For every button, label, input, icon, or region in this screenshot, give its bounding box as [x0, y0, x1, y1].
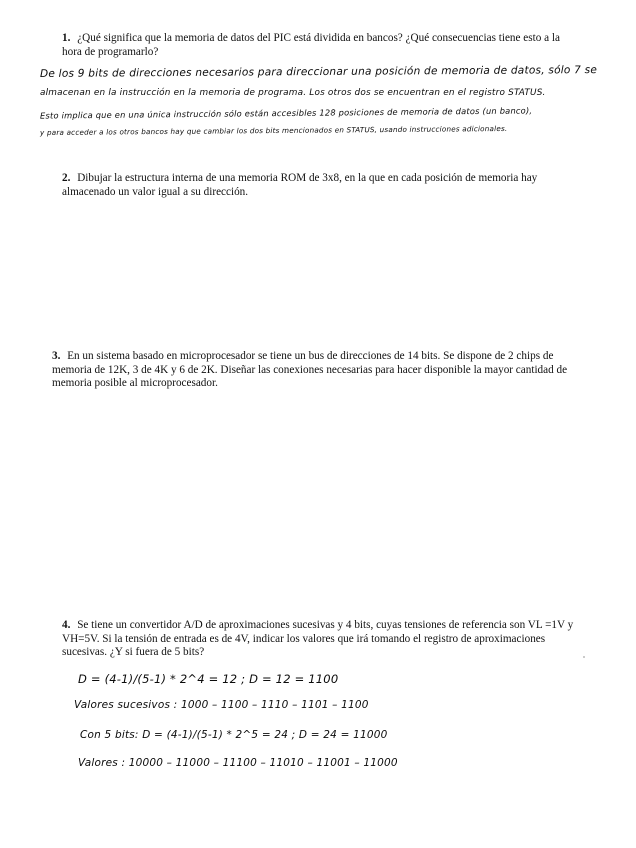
question-1-number: 1.	[62, 32, 71, 44]
question-3-number: 3.	[52, 350, 61, 362]
question-1	[62, 32, 574, 59]
question-4-text: Se tiene un convertidor A/D de aproximaciones sucesivas y 4 bits, cuyas tensiones de referencia son VL =1V y VH=5V. Si la tensión de entrada es de 4V, indicar los valores que irá tomando el registro de aproximaciones sucesivas. ¿Y si fuera de 5 bits?	[62, 619, 574, 658]
question-2-number: 2.	[62, 172, 71, 184]
question-1-text: ¿Qué significa que la memoria de datos del PIC está dividida en bancos? ¿Qué consecuencias tiene esto a la hora de programarlo?	[62, 32, 560, 58]
question-3-text: En un sistema basado en microprocesador se tiene un bus de direcciones de 14 bits. Se dispone de 2 chips de memoria de 12K, 3 de 4K y 6 de 2K. Diseñar las conexiones necesarias para hacer disponible la mayor cantidad de memoria posible al microprocesador.	[52, 350, 568, 389]
answer-4-line-1: D = (4-1)/(5-1) * 2^4 = 12 ; D = 12 = 1100	[78, 672, 339, 686]
answer-1-line-3: Esto implica que en una única instrucción sólo están accesibles 128 posiciones de memoria de datos (un banco),	[39, 105, 533, 121]
question-3	[52, 350, 572, 391]
answer-1-line-2: almacenan en la instrucción en la memoria de programa. Los otros dos se encuentran en el registro STATUS.	[40, 88, 546, 98]
question-2-text: Dibujar la estructura interna de una memoria ROM de 3x8, en la que en cada posición de memoria hay almacenado un valor igual a su dirección.	[62, 172, 538, 198]
question-4	[62, 619, 578, 660]
answer-4-line-2: Valores sucesivos : 1000 – 1100 – 1110 – 1101 – 1100	[74, 699, 369, 711]
answer-4-line-4: Valores : 10000 – 11000 – 11100 – 11010 – 11001 – 11000	[78, 757, 398, 769]
question-4-number: 4.	[62, 619, 71, 631]
answer-1-line-1: De los 9 bits de direcciones necesarios para direccionar una posición de memoria de datos, sólo 7 se	[39, 64, 598, 80]
answer-1-line-4: y para acceder a los otros bancos hay que cambiar los dos bits mencionados en STATUS, usando instrucciones adicionales.	[39, 123, 508, 138]
question-2	[62, 172, 582, 199]
stray-mark	[583, 656, 585, 658]
answer-4-line-3: Con 5 bits: D = (4-1)/(5-1) * 2^5 = 24 ; D = 24 = 11000	[80, 729, 388, 741]
